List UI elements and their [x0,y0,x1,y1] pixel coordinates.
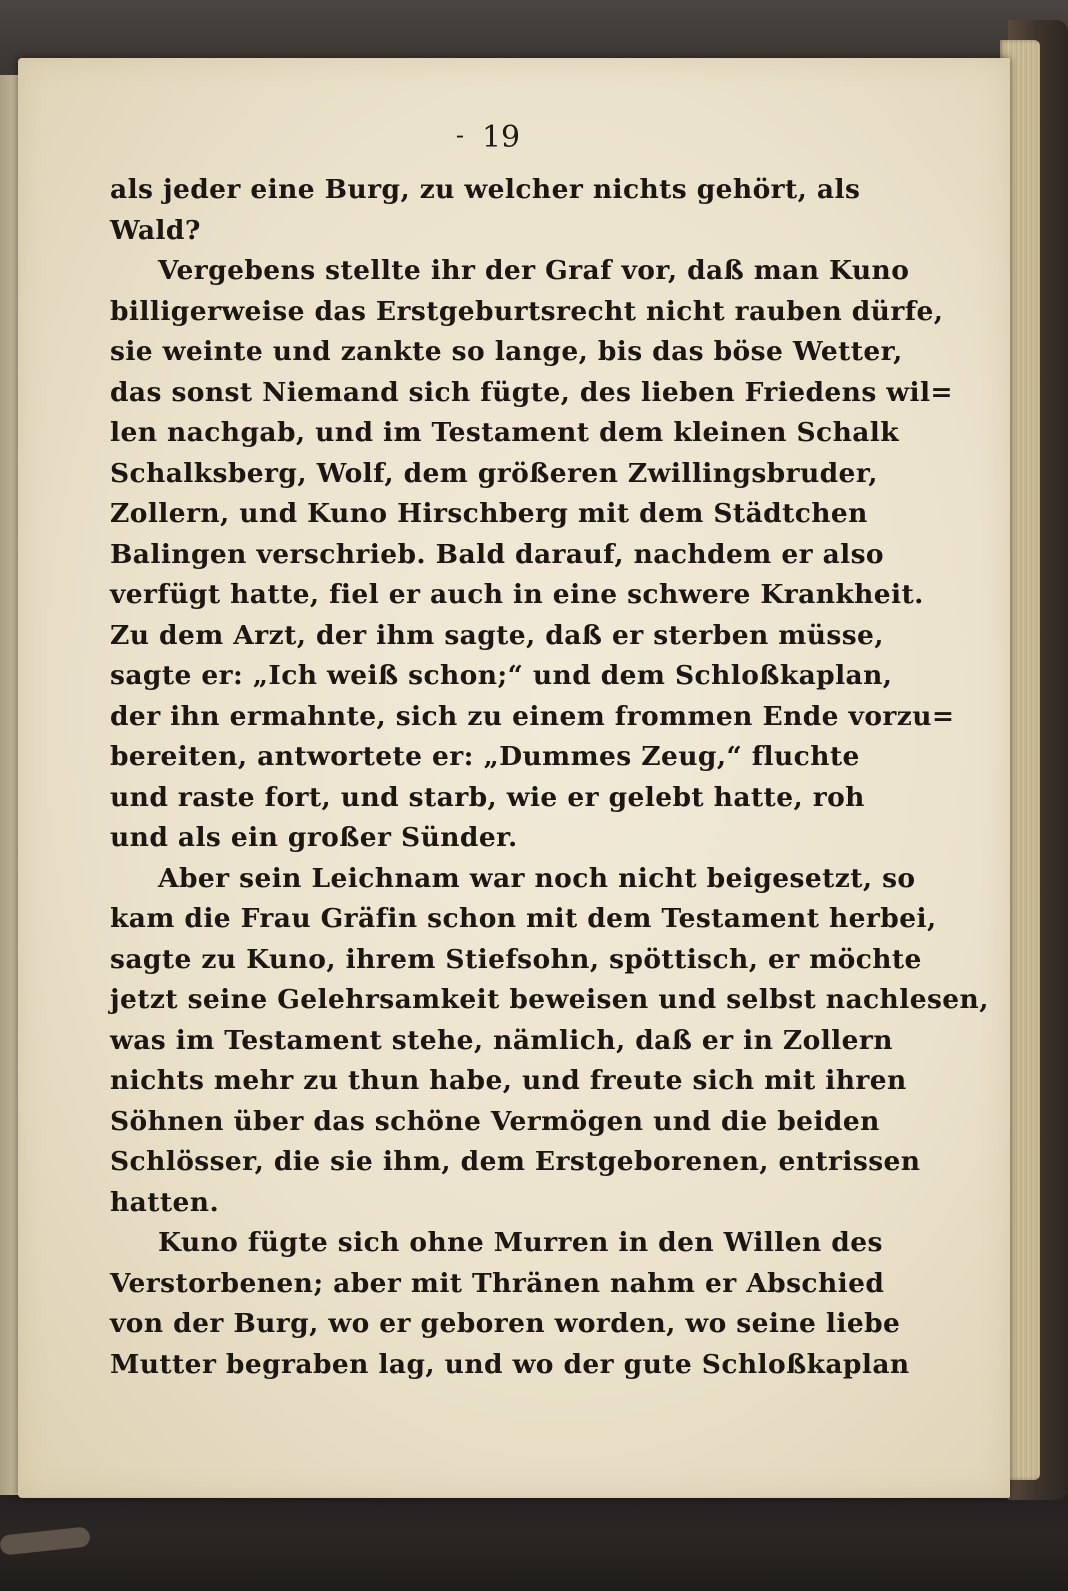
text-line: von der Burg, wo er geboren worden, wo seine liebe [110,1308,901,1339]
text-line: sie weinte und zankte so lange, bis das böse Wetter, [110,336,903,367]
page-number-value: 19 [481,120,521,155]
text-line: Söhnen über das schöne Vermögen und die beiden [110,1105,880,1137]
text-line: Wald? [110,214,201,246]
book-cover-bottom [0,1496,1068,1591]
page-number-dash: - [455,121,464,149]
text-line: und raste fort, und starb, wie er gelebt hatte, roh [110,781,865,813]
body-text [110,170,989,1385]
text-line: Balingen verschrieb. Bald darauf, nachdem er also [110,538,884,570]
text-line: Aber sein Leichnam war noch nicht beigesetzt, so [158,862,916,894]
text-line: verfügt hatte, fiel er auch in eine schwere Krankheit. [110,579,924,610]
text-line: sagte er: „Ich weiß schon;“ und dem Schloßkaplan, [110,660,893,691]
text-line: billigerweise das Erstgeburtsrecht nicht rauben dürfe, [110,295,944,327]
text-line: Zu dem Arzt, der ihm sagte, daß er sterben müsse, [110,619,884,651]
text-line: Kuno fügte sich ohne Murren in den Willen des [158,1227,883,1258]
text-line: bereiten, antwortete er: „Dummes Zeug,“ fluchte [110,741,860,772]
text-line: was im Testament stehe, nämlich, daß er in Zollern [110,1024,893,1056]
text-line: Verstorbenen; aber mit Thränen nahm er Abschied [110,1267,885,1299]
page-number [18,120,958,155]
text-line: len nachgab, und im Testament dem kleinen Schalk [110,417,900,448]
text-line: hatten. [110,1186,220,1218]
text-line: jetzt seine Gelehrsamkeit beweisen und selbst nachlesen, [110,984,989,1015]
text-line: nichts mehr zu thun habe, und freute sich mit ihren [110,1065,907,1096]
text-line: als jeder eine Burg, zu welcher nichts gehört, als [110,174,861,205]
text-line: kam die Frau Gräfin schon mit dem Testament herbei, [110,903,937,934]
text-line: Zollern, und Kuno Hirschberg mit dem Städtchen [110,498,868,529]
text-line: Mutter begraben lag, und wo der gute Schloßkaplan [110,1348,910,1380]
text-line: und als ein großer Sünder. [110,822,518,853]
text-line: das sonst Niemand sich fügte, des lieben Friedens wil= [110,376,954,408]
text-line: der ihn ermahnte, sich zu einem frommen Ende vorzu= [110,700,955,732]
text-line: Vergebens stellte ihr der Graf vor, daß man Kuno [158,255,910,286]
text-line: Schlösser, die sie ihm, dem Erstgeborenen, entrissen [110,1146,921,1177]
book-page [18,58,1010,1498]
text-line: sagte zu Kuno, ihrem Stiefsohn, spöttisch, er möchte [110,943,922,975]
text-line: Schalksberg, Wolf, dem größeren Zwillingsbruder, [110,457,878,489]
